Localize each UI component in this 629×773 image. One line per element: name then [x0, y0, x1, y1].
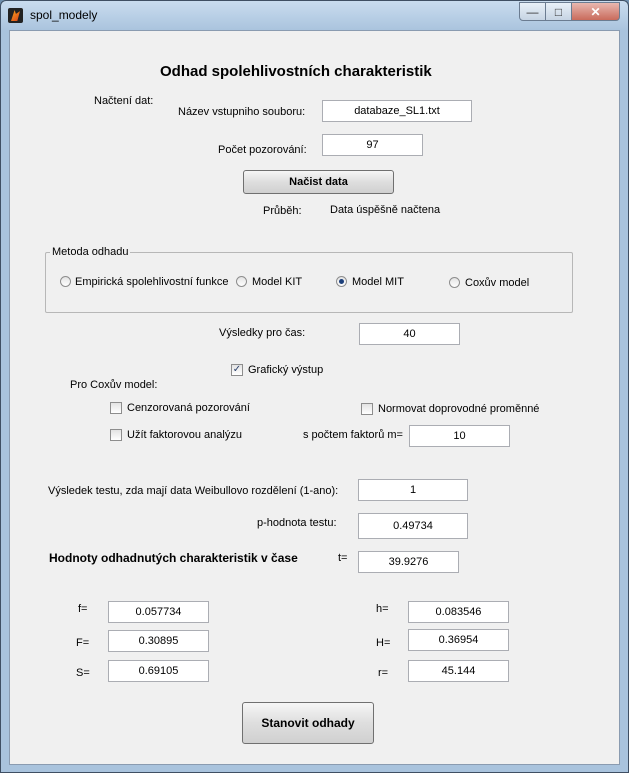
file-name-input[interactable]: databaze_SL1.txt: [322, 100, 472, 122]
estimate-button[interactable]: Stanovit odhady: [242, 702, 374, 744]
matlab-icon: [8, 8, 23, 23]
time-input[interactable]: 40: [359, 323, 460, 345]
data-load-label: Načtení dat:: [94, 95, 154, 107]
progress-label: Průběh:: [263, 205, 302, 217]
p-value-value[interactable]: 0.49734: [358, 513, 468, 539]
radio-mit[interactable]: [336, 276, 347, 287]
normalize-label: Normovat doprovodné proměnné: [378, 403, 540, 415]
h-value[interactable]: 0.083546: [408, 601, 509, 623]
radio-cox-label: Coxův model: [465, 277, 530, 289]
cox-section-label: Pro Coxův model:: [70, 379, 158, 391]
factor-count-input[interactable]: 10: [409, 425, 510, 447]
radio-cox[interactable]: [449, 277, 460, 288]
t-value[interactable]: 39.9276: [358, 551, 459, 573]
radio-empirical-label: Empirická spolehlivostní funkce: [75, 276, 229, 288]
close-icon: ✕: [590, 4, 601, 19]
S-value[interactable]: 0.69105: [108, 660, 209, 682]
title-bar[interactable]: [1, 1, 628, 29]
estimates-heading: Hodnoty odhadnutých charakteristik v čase: [49, 551, 298, 565]
count-label: Počet pozorování:: [218, 144, 307, 156]
window-title: spol_modely: [30, 8, 98, 22]
method-group-title: Metoda odhadu: [52, 246, 129, 258]
r-value[interactable]: 45.144: [408, 660, 509, 682]
radio-mit-label: Model MIT: [352, 276, 404, 288]
f-value[interactable]: 0.057734: [108, 601, 209, 623]
maximize-button[interactable]: [545, 2, 572, 21]
figure-panel: [9, 30, 620, 765]
factor-analysis-checkbox[interactable]: [110, 429, 122, 441]
close-button[interactable]: [571, 2, 620, 21]
radio-kit[interactable]: [236, 276, 247, 287]
F-label: F=: [76, 637, 90, 649]
H-label: H=: [376, 637, 391, 649]
factor-analysis-label: Užít faktorovou analýzu: [127, 429, 242, 441]
censored-label: Cenzorovaná pozorování: [127, 402, 250, 414]
maximize-icon: □: [554, 4, 563, 19]
time-label: Výsledky pro čas:: [219, 327, 306, 339]
count-input[interactable]: 97: [322, 134, 423, 156]
minimize-button[interactable]: [519, 2, 546, 21]
progress-value: Data úspěšně načtena: [330, 204, 441, 216]
h-label: h=: [376, 603, 389, 615]
minimize-icon: —: [526, 4, 539, 19]
radio-kit-label: Model KIT: [252, 276, 303, 288]
F-value[interactable]: 0.30895: [108, 630, 209, 652]
f-label: f=: [78, 603, 88, 615]
normalize-checkbox[interactable]: [361, 403, 373, 415]
graphic-output-label: Grafický výstup: [248, 364, 324, 376]
t-label: t=: [338, 552, 348, 564]
load-data-button[interactable]: Načist data: [243, 170, 394, 194]
p-value-label: p-hodnota testu:: [257, 517, 337, 529]
radio-empirical[interactable]: [60, 276, 71, 287]
censored-checkbox[interactable]: [110, 402, 122, 414]
S-label: S=: [76, 667, 90, 679]
file-name-label: Název vstupniho souboru:: [178, 106, 306, 118]
r-label: r=: [378, 667, 389, 679]
factor-count-label: s počtem faktorů m=: [303, 429, 403, 441]
page-title: Odhad spolehlivostních charakteristik: [160, 63, 432, 80]
graphic-output-checkbox[interactable]: ✓: [232, 364, 242, 375]
weibull-test-label: Výsledek testu, zda mají data Weibullovo rozdělení (1-ano):: [48, 485, 339, 497]
weibull-test-value[interactable]: 1: [358, 479, 468, 501]
H-value[interactable]: 0.36954: [408, 629, 509, 651]
